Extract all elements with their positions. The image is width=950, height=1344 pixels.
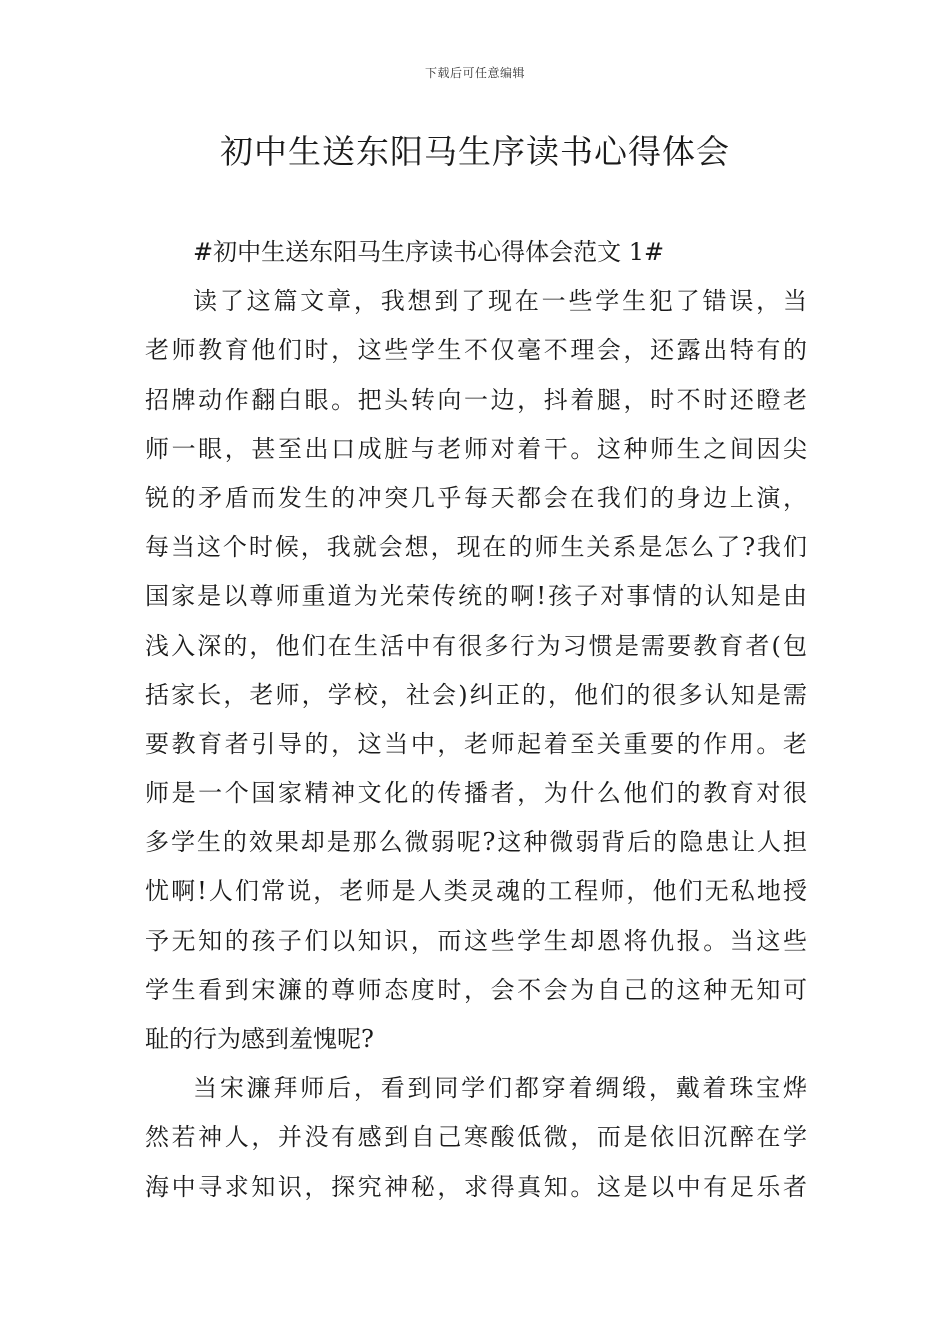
paragraph-line: 招牌动作翻白眼。把头转向一边，抖着腿，时不时还瞪老: [145, 385, 807, 414]
paragraph-line: 然若神人，并没有感到自己寒酸低微，而是依旧沉醉在学: [145, 1123, 807, 1152]
paragraph-line: 当宋濂拜师后，看到同学们都穿着绸缎，戴着珠宝烨: [193, 1074, 807, 1103]
paragraph-line: 予无知的孩子们以知识，而这些学生却恩将仇报。当这些: [145, 926, 807, 955]
paragraph-line: 每当这个时候，我就会想，现在的师生关系是怎么了?我们: [145, 533, 807, 562]
document-body: [145, 228, 807, 1212]
header-note: 下载后可任意编辑: [424, 66, 525, 80]
paragraph-line: 忧啊!人们常说，老师是人类灵魂的工程师，他们无私地授: [145, 877, 807, 906]
paragraph-line: 国家是以尊师重道为光荣传统的啊!孩子对事情的认知是由: [145, 582, 807, 611]
document-title: 初中生送东阳马生序读书心得体会: [220, 132, 730, 171]
paragraph-line: 括家长，老师，学校，社会)纠正的，他们的很多认知是需: [145, 680, 807, 709]
paragraph-line: 锐的矛盾而发生的冲突几乎每天都会在我们的身边上演，: [145, 483, 807, 512]
paragraph-line: 读了这篇文章，我想到了现在一些学生犯了错误，当: [193, 287, 807, 316]
paragraph-line: 老师教育他们时，这些学生不仅毫不理会，还露出特有的: [145, 336, 807, 365]
paragraph-line: 师一眼，甚至出口成脏与老师对着干。这种师生之间因尖: [145, 434, 807, 463]
paragraph-line: 耻的行为感到羞愧呢?: [145, 1025, 374, 1053]
paragraph: [145, 1064, 807, 1212]
paragraph-line: 多学生的效果却是那么微弱呢?这种微弱背后的隐患让人担: [145, 828, 807, 857]
paragraph-line: 浅入深的，他们在生活中有很多行为习惯是需要教育者(包: [145, 631, 807, 660]
paragraph-line: 学生看到宋濂的尊师态度时，会不会为自己的这种无知可: [145, 975, 807, 1004]
paragraph-line: 要教育者引导的，这当中，老师起着至关重要的作用。老: [145, 729, 807, 758]
paragraph-line: 师是一个国家精神文化的传播者，为什么他们的教育对很: [145, 779, 807, 808]
paragraph: [145, 277, 807, 1064]
section-heading: #初中生送东阳马生序读书心得体会范文 1#: [193, 238, 665, 266]
paragraph-line: 海中寻求知识，探究神秘，求得真知。这是以中有足乐者: [145, 1172, 807, 1201]
